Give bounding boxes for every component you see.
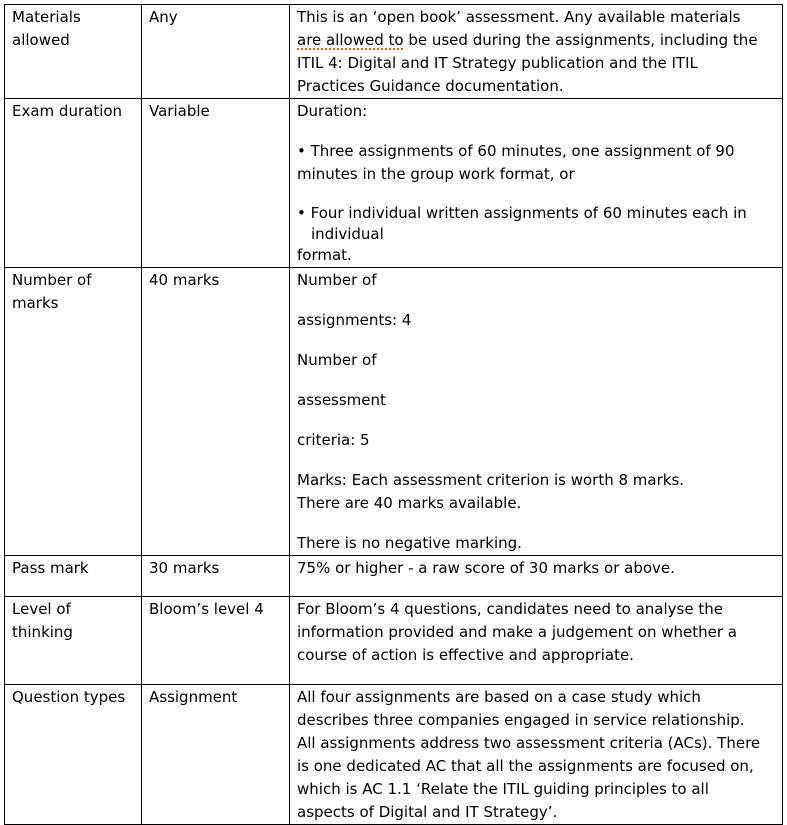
table-row xyxy=(5,685,783,825)
row-detail-question-types: All four assignments are based on a case study which describes three companies engaged in service relationship. All assignments address two assessment criteria (ACs). There is one dedicated AC that all the assignments are focused on, which is AC 1.1 ‘Relate the ITIL guiding principles to all aspects of Digital and IT Strategy’. xyxy=(290,685,783,825)
row-label-exam-duration: Exam duration xyxy=(5,99,142,268)
row-label-pass-mark: Pass mark xyxy=(5,556,142,597)
row-detail-exam-duration: Duration: • Three assignments of 60 minutes, one assignment of 90 minutes in the group work format, or • Four individual written assignments of 60 minutes each in individual format. xyxy=(290,99,783,268)
table-row xyxy=(5,99,783,268)
exam-spec-table xyxy=(4,4,783,825)
row-value-pass-mark: 30 marks xyxy=(142,556,290,597)
row-label-question-types: Question types xyxy=(5,685,142,825)
bullet-item: • Three assignments of 60 minutes, one assignment of 90 xyxy=(297,142,735,160)
row-label-materials: Materials allowed xyxy=(5,5,142,99)
row-detail-level-of-thinking: For Bloom’s 4 questions, candidates need to analyse the information provided and make a judgement on whether a course of action is effective and appropriate. xyxy=(290,597,783,685)
bullet-item: • Four individual written assignments of 60 minutes each in xyxy=(297,204,747,222)
row-label-level-of-thinking: Level of thinking xyxy=(5,597,142,685)
table-row xyxy=(5,268,783,556)
row-label-number-of-marks: Number of marks xyxy=(5,268,142,556)
row-value-exam-duration: Variable xyxy=(142,99,290,268)
row-value-level-of-thinking: Bloom’s level 4 xyxy=(142,597,290,685)
table-row xyxy=(5,597,783,685)
table-row xyxy=(5,556,783,597)
row-value-number-of-marks: 40 marks xyxy=(142,268,290,556)
row-value-materials: Any xyxy=(142,5,290,99)
row-detail-materials: This is an ‘open book’ assessment. Any available materials are allowed to be used during the assignments, including the ITIL 4: Digital and IT Strategy publication and the ITIL Practices Guidance documentation. xyxy=(290,5,783,99)
row-value-question-types: Assignment xyxy=(142,685,290,825)
row-detail-pass-mark: 75% or higher - a raw score of 30 marks or above. xyxy=(290,556,783,597)
row-detail-number-of-marks: Number of assignments: 4 Number of assessment criteria: 5 Marks: Each assessment criterion is worth 8 marks. There are 40 marks available. There is no negative marking. xyxy=(290,268,783,556)
spellcheck-underline: are allowed to xyxy=(297,31,404,49)
table-row xyxy=(5,5,783,99)
